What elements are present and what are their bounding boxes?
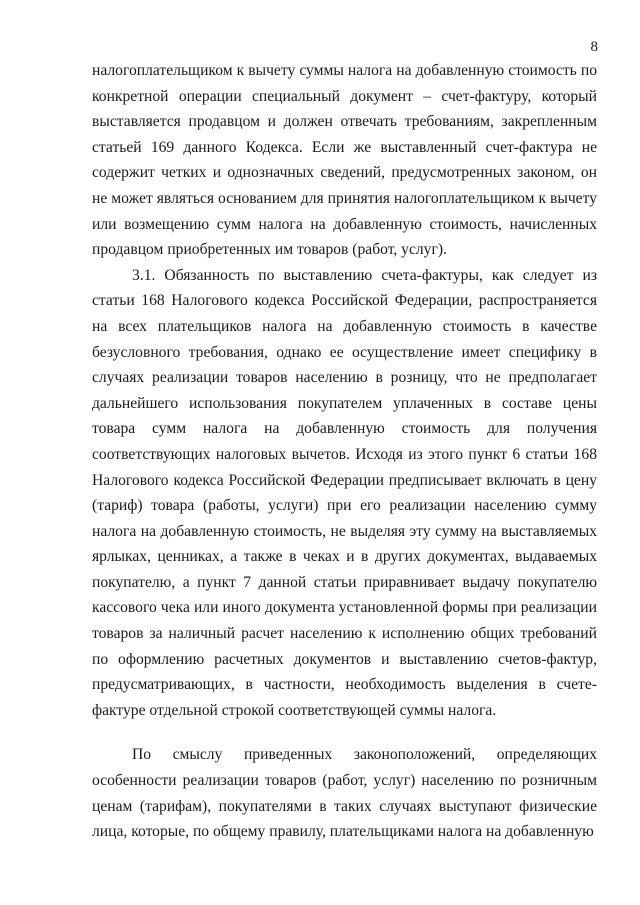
- page-number: 8: [590, 39, 598, 55]
- document-body: [92, 58, 597, 845]
- paragraph-continuation: налогоплательщиком к вычету суммы налога на добавленную стоимость по конкретной операции специальный документ – счет-фактуру, который выставляется продавцом и должен отвечать требованиям, закрепленным статьей 169 данного Кодекса. Если же выставленный счет-фактура не содержит четких и однозначных сведений, предусмотренных законом, он не может являться основанием для принятия налогоплательщиком к вычету или возмещению сумм налога на добавленную стоимость, начисленных продавцом приобретенных им товаров (работ, услуг).: [92, 62, 597, 259]
- paragraph-section-3-1: 3.1. Обязанность по выставлению счета-фактуры, как следует из статьи 168 Налогового кодекса Российской Федерации, распространяется на всех плательщиков налога на добавленную стоимость в качестве безусловного требования, однако ее осуществление имеет специфику в случаях реализации товаров населению в розницу, что не предполагает дальнейшего использования покупателем уплаченных в составе цены товара сумм налога на добавленную стоимость для получения соответствующих налоговых вычетов. Исходя из этого пункт 6 статьи 168 Налогового кодекса Российской Федерации предписывает включать в цену (тариф) товара (работы, услуги) при его реализации населению сумму налога на добавленную стоимость, не выделяя эту сумму на выставляемых ярлыках, ценниках, а также в чеках и в других документах, выдаваемых покупателю, а пункт 7 данной статьи приравнивает выдачу покупателю кассового чека или иного документа установленной формы при реализации товаров за наличный расчет населению к исполнению общих требований по оформлению расчетных документов и выставлению счетов-фактур, предусматривающих, в частности, необходимость выделения в счете-фактуре отдельной строкой соответствующей суммы налога.: [92, 266, 597, 719]
- paragraph-legal-meaning: По смыслу приведенных законоположений, определяющих особенности реализации товаров (работ, услуг) населению по розничным ценам (тарифам), покупателями в таких случаях выступают физические лица, которые, по общему правилу, плательщиками налога на добавленную: [92, 746, 597, 841]
